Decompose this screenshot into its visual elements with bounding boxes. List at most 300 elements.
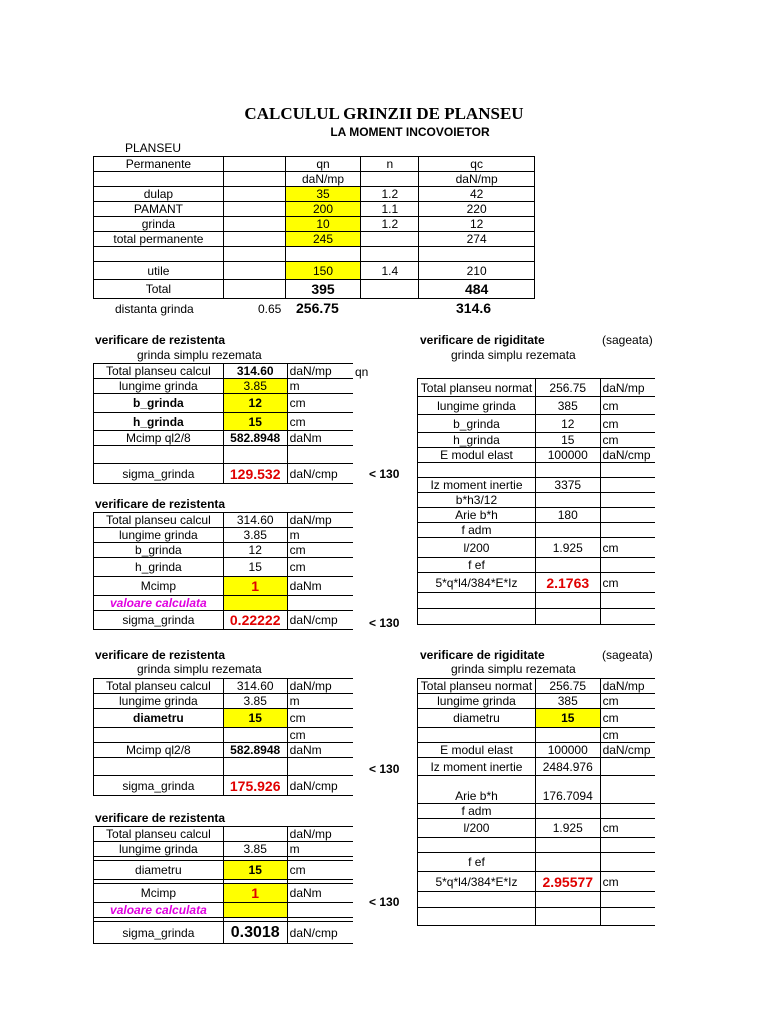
input-cell[interactable]: 10 (285, 217, 361, 232)
row-label: lungime grinda (94, 694, 224, 709)
input-cell[interactable]: 1 (223, 884, 287, 903)
row-label: total permanente (94, 232, 224, 247)
cell (535, 609, 600, 625)
cell (600, 609, 655, 625)
row-label: Total planseu calcul (94, 679, 224, 694)
cell (223, 262, 285, 280)
distanta-factor: 0.65 (258, 302, 282, 316)
unit-cell: daNm (287, 884, 353, 903)
input-cell[interactable]: 12 (223, 394, 287, 413)
unit-cell: m (287, 528, 353, 543)
cell: 1.2 (361, 187, 419, 202)
table-row (94, 217, 535, 232)
unit-cell: daN/cmp (287, 776, 353, 796)
row-label: f adm (418, 804, 536, 819)
cell (418, 593, 536, 609)
unit-cell: cm (600, 415, 655, 433)
table-row (418, 709, 656, 728)
cell (535, 728, 600, 743)
cell (600, 523, 655, 538)
table-row (418, 558, 656, 573)
cell (361, 280, 419, 299)
table-row (94, 157, 535, 172)
rez-table-1 (93, 363, 353, 484)
table-row (418, 758, 656, 776)
cell (535, 593, 600, 609)
table-row (94, 247, 535, 262)
row-label: f adm (418, 523, 536, 538)
table-row (418, 776, 656, 804)
cell (285, 247, 361, 262)
cell: 210 (419, 262, 535, 280)
unit-cell: cm (600, 694, 655, 709)
value-cell: 15 (223, 558, 287, 577)
row-label: E modul elast (418, 743, 536, 758)
schema-label: grinda simplu rezemata (137, 662, 262, 676)
cell (287, 446, 353, 464)
table-row (418, 838, 656, 853)
cell (223, 187, 285, 202)
input-cell[interactable]: 1 (223, 577, 287, 596)
cell (418, 838, 536, 853)
cell (287, 758, 353, 776)
row-label: Total planseu calcul (94, 827, 224, 842)
cell: 12 (419, 217, 535, 232)
table-row (94, 611, 354, 630)
table-row (418, 908, 656, 926)
table-row (418, 609, 656, 625)
cell (223, 202, 285, 217)
table-row (418, 872, 656, 892)
value-cell: 1.925 (535, 819, 600, 838)
input-cell[interactable]: 35 (285, 187, 361, 202)
row-label: h_grinda (418, 433, 536, 448)
value-cell: 12 (535, 415, 600, 433)
table-row (94, 694, 354, 709)
row-label: lungime grinda (94, 842, 224, 857)
cell (223, 446, 287, 464)
cell (418, 728, 536, 743)
table-row (418, 463, 656, 478)
sigma-value: 129.532 (223, 464, 287, 484)
cell (94, 446, 224, 464)
cell (600, 493, 655, 508)
table-row (94, 413, 354, 431)
value-cell: 314.60 (223, 513, 287, 528)
cell (418, 892, 536, 908)
table-row (94, 709, 354, 728)
table-row (94, 202, 535, 217)
row-label: 5*q*l4/384*E*Iz (418, 573, 536, 593)
row-label: lungime grinda (94, 528, 224, 543)
row-label: sigma_grinda (94, 611, 224, 630)
section-title: verificare de rezistenta (95, 648, 226, 662)
unit-cell: cm (287, 558, 353, 577)
section-title: verificare de rezistenta (95, 333, 226, 347)
table-row (94, 922, 354, 944)
row-label: lungime grinda (418, 397, 536, 415)
table-row (418, 743, 656, 758)
row-label: Mcimp (94, 884, 224, 903)
value-cell: 3375 (535, 478, 600, 493)
input-cell[interactable] (223, 596, 287, 611)
cell (535, 853, 600, 872)
unit-cell: cm (600, 433, 655, 448)
unit-cell: cm (600, 397, 655, 415)
row-label: l/200 (418, 538, 536, 558)
schema-label: grinda simplu rezemata (451, 348, 576, 362)
cell (600, 478, 655, 493)
value-cell: 582.8948 (223, 431, 287, 446)
unit-cell (94, 172, 224, 187)
total-qc: 484 (419, 280, 535, 299)
cell: 1.2 (361, 217, 419, 232)
rez-table-3 (93, 678, 353, 796)
table-row (94, 379, 354, 394)
row-label: f ef (418, 853, 536, 872)
row-label: E modul elast (418, 448, 536, 463)
unit-cell: cm (600, 819, 655, 838)
table-row (418, 804, 656, 819)
header-cell: n (361, 157, 419, 172)
cell (535, 558, 600, 573)
table-row (94, 577, 354, 596)
table-row (94, 528, 354, 543)
cell: 274 (419, 232, 535, 247)
table-row (418, 478, 656, 493)
note-label: valoare calculata (94, 596, 224, 611)
cell (361, 232, 419, 247)
cell (287, 903, 353, 918)
limit-label: < 130 (369, 616, 400, 630)
cell (600, 892, 655, 908)
header-cell: qn (285, 157, 361, 172)
distanta-qn: 256.75 (296, 300, 339, 316)
cell (94, 728, 224, 743)
value-cell: 245 (285, 232, 361, 247)
header-cell (223, 157, 285, 172)
table-row (418, 493, 656, 508)
row-label: Total planseu normat (418, 679, 536, 694)
table-row (418, 415, 656, 433)
value-cell: 3.85 (223, 842, 287, 857)
cell (223, 247, 285, 262)
row-label: h_grinda (94, 558, 224, 577)
rig-table-1 (417, 378, 655, 625)
section-title: verificare de rezistenta (95, 811, 226, 825)
cell: 1.1 (361, 202, 419, 217)
table-row (94, 262, 535, 280)
cell (600, 776, 655, 804)
unit-cell: cm (600, 872, 655, 892)
value-cell: 100000 (535, 448, 600, 463)
row-label: lungime grinda (418, 694, 536, 709)
table-row (94, 776, 354, 796)
table-row (418, 892, 656, 908)
unit-cell: daNm (287, 577, 353, 596)
table-row (94, 431, 354, 446)
planseu-table (93, 156, 535, 299)
value-cell: 2484.976 (535, 758, 600, 776)
unit-cell (361, 172, 419, 187)
row-label: 5*q*l4/384*E*Iz (418, 872, 536, 892)
unit-cell: daN/cmp (287, 611, 353, 630)
value-cell: 256.75 (535, 379, 600, 397)
row-label: Arie b*h (418, 776, 536, 804)
value-cell: 100000 (535, 743, 600, 758)
cell (535, 804, 600, 819)
row-label: Total planseu normat (418, 379, 536, 397)
value-cell: 385 (535, 694, 600, 709)
table-row (418, 573, 656, 593)
row-label: Iz moment inertie (418, 478, 536, 493)
value-cell: 180 (535, 508, 600, 523)
cell (600, 853, 655, 872)
cell (223, 280, 285, 299)
value-cell: 314.60 (223, 364, 287, 379)
table-row (94, 280, 535, 299)
unit-cell: daN/mp (287, 827, 353, 842)
value-cell: 3.85 (223, 528, 287, 543)
sageata-value: 2.1763 (535, 573, 600, 593)
total-qn: 395 (285, 280, 361, 299)
section-title: verificare de rezistenta (95, 497, 226, 511)
value-cell: 15 (535, 433, 600, 448)
row-label: Total (94, 280, 224, 299)
input-cell[interactable]: 15 (223, 413, 287, 431)
row-label: diametru (418, 709, 536, 728)
table-row (94, 884, 354, 903)
unit-cell: cm (600, 538, 655, 558)
cell (600, 558, 655, 573)
cell (418, 609, 536, 625)
cell: 42 (419, 187, 535, 202)
cell (94, 247, 224, 262)
section-title: verificare de rigiditate (420, 333, 545, 347)
table-row (418, 523, 656, 538)
table-row (418, 819, 656, 838)
table-row (94, 172, 535, 187)
cell (361, 247, 419, 262)
cell: 1.4 (361, 262, 419, 280)
sageata-label: (sageata) (602, 333, 653, 347)
table-row (94, 187, 535, 202)
input-cell[interactable]: 15 (223, 709, 287, 728)
cell (600, 508, 655, 523)
cell (535, 838, 600, 853)
page-title: CALCULUL GRINZII DE PLANSEU (244, 104, 524, 123)
table-row (94, 861, 354, 880)
table-row (418, 379, 656, 397)
sigma-value: 0.3018 (223, 922, 287, 944)
unit-cell: daN/mp (287, 513, 353, 528)
row-label: Arie b*h (418, 508, 536, 523)
unit-cell: cm (287, 413, 353, 431)
cell (223, 232, 285, 247)
schema-label: grinda simplu rezemata (137, 348, 262, 362)
planseu-label: PLANSEU (125, 141, 182, 155)
table-row (418, 853, 656, 872)
cell (94, 758, 224, 776)
row-label: dulap (94, 187, 224, 202)
row-label: PAMANT (94, 202, 224, 217)
value-cell: 176.7094 (535, 776, 600, 804)
table-row (94, 758, 354, 776)
distanta-qc: 314.6 (456, 300, 492, 316)
row-label: b_grinda (94, 543, 224, 558)
table-row (94, 903, 354, 918)
header-cell: qc (419, 157, 535, 172)
table-row (94, 232, 535, 247)
table-row (94, 596, 354, 611)
table-row (94, 558, 354, 577)
unit-cell: cm (287, 728, 353, 743)
note-label: valoare calculata (94, 903, 224, 918)
row-label: Mcimp ql2/8 (94, 431, 224, 446)
unit-cell: daN/cmp (287, 464, 353, 484)
table-row (94, 743, 354, 758)
table-row (418, 433, 656, 448)
value-cell: 314.60 (223, 679, 287, 694)
cell (600, 804, 655, 819)
sageata-value: 2.95577 (535, 872, 600, 892)
table-row (94, 513, 354, 528)
distanta-label: distanta grinda (115, 302, 194, 316)
table-row (94, 446, 354, 464)
table-row (418, 508, 656, 523)
unit-cell: daN/cmp (287, 922, 353, 944)
cell (600, 758, 655, 776)
table-row (94, 394, 354, 413)
unit-cell: daN/mp (600, 679, 655, 694)
table-row (94, 842, 354, 857)
unit-cell: daN/cmp (600, 448, 655, 463)
table-row (94, 679, 354, 694)
row-label: diametru (94, 861, 224, 880)
value-cell: 256.75 (535, 679, 600, 694)
limit-label: < 130 (369, 762, 400, 776)
input-cell[interactable]: 3.85 (223, 379, 287, 394)
table-row (94, 364, 354, 379)
value-cell: 385 (535, 397, 600, 415)
row-label: Mcimp (94, 577, 224, 596)
table-row (418, 694, 656, 709)
sageata-label: (sageata) (602, 648, 653, 662)
cell (600, 838, 655, 853)
row-label: Total planseu calcul (94, 364, 224, 379)
cell: 220 (419, 202, 535, 217)
cell (535, 523, 600, 538)
schema-label: grinda simplu rezemata (451, 662, 576, 676)
input-cell[interactable] (223, 903, 287, 918)
header-cell: Permanente (94, 157, 224, 172)
value-cell: 12 (223, 543, 287, 558)
table-row (418, 728, 656, 743)
cell (535, 908, 600, 926)
row-label: h_grinda (94, 413, 224, 431)
unit-cell: cm (287, 709, 353, 728)
row-label: b_grinda (418, 415, 536, 433)
qn-label: qn (355, 365, 369, 379)
row-label: diametru (94, 709, 224, 728)
row-label: grinda (94, 217, 224, 232)
row-label: f ef (418, 558, 536, 573)
unit-cell: cm (600, 573, 655, 593)
unit-cell: cm (600, 709, 655, 728)
table-row (418, 397, 656, 415)
cell (600, 908, 655, 926)
unit-cell: cm (287, 543, 353, 558)
unit-cell: daN/mp (419, 172, 535, 187)
cell (535, 493, 600, 508)
unit-cell: daN/cmp (600, 743, 655, 758)
limit-label: < 130 (369, 467, 400, 481)
cell (535, 892, 600, 908)
row-label: l/200 (418, 819, 536, 838)
sigma-value: 0.22222 (223, 611, 287, 630)
unit-cell: cm (600, 728, 655, 743)
cell (600, 593, 655, 609)
cell (223, 758, 287, 776)
table-row (94, 728, 354, 743)
unit-cell: daN/mp (287, 679, 353, 694)
row-label: Iz moment inertie (418, 758, 536, 776)
row-label: b_grinda (94, 394, 224, 413)
unit-cell: cm (287, 861, 353, 880)
rez-table-2 (93, 512, 353, 630)
input-cell[interactable]: 15 (223, 861, 287, 880)
unit-cell: daN/mp (600, 379, 655, 397)
unit-cell: daN/mp (285, 172, 361, 187)
table-row (94, 827, 354, 842)
table-row (418, 448, 656, 463)
unit-cell: cm (287, 394, 353, 413)
limit-label: < 130 (369, 895, 400, 909)
row-label: Total planseu calcul (94, 513, 224, 528)
cell (600, 463, 655, 478)
unit-cell: daNm (287, 743, 353, 758)
cell (419, 247, 535, 262)
section-title: verificare de rigiditate (420, 648, 545, 662)
sigma-value: 175.926 (223, 776, 287, 796)
unit-cell: m (287, 379, 353, 394)
cell (418, 463, 536, 478)
page-subtitle: LA MOMENT INCOVOIETOR (330, 125, 490, 139)
rig-table-3 (417, 678, 655, 926)
input-cell[interactable]: 15 (535, 709, 600, 728)
unit-cell (223, 172, 285, 187)
table-row (94, 543, 354, 558)
value-cell: 582.8948 (223, 743, 287, 758)
cell (223, 827, 287, 842)
cell (418, 908, 536, 926)
row-label: sigma_grinda (94, 922, 224, 944)
table-row (418, 593, 656, 609)
table-row (418, 679, 656, 694)
row-label: lungime grinda (94, 379, 224, 394)
unit-cell: m (287, 694, 353, 709)
value-cell: 3.85 (223, 694, 287, 709)
input-cell[interactable]: 150 (285, 262, 361, 280)
unit-cell: daNm (287, 431, 353, 446)
cell (535, 463, 600, 478)
rez-table-4 (93, 826, 353, 944)
cell (287, 596, 353, 611)
input-cell[interactable]: 200 (285, 202, 361, 217)
value-cell: 1.925 (535, 538, 600, 558)
table-row (418, 538, 656, 558)
table-row (94, 464, 354, 484)
